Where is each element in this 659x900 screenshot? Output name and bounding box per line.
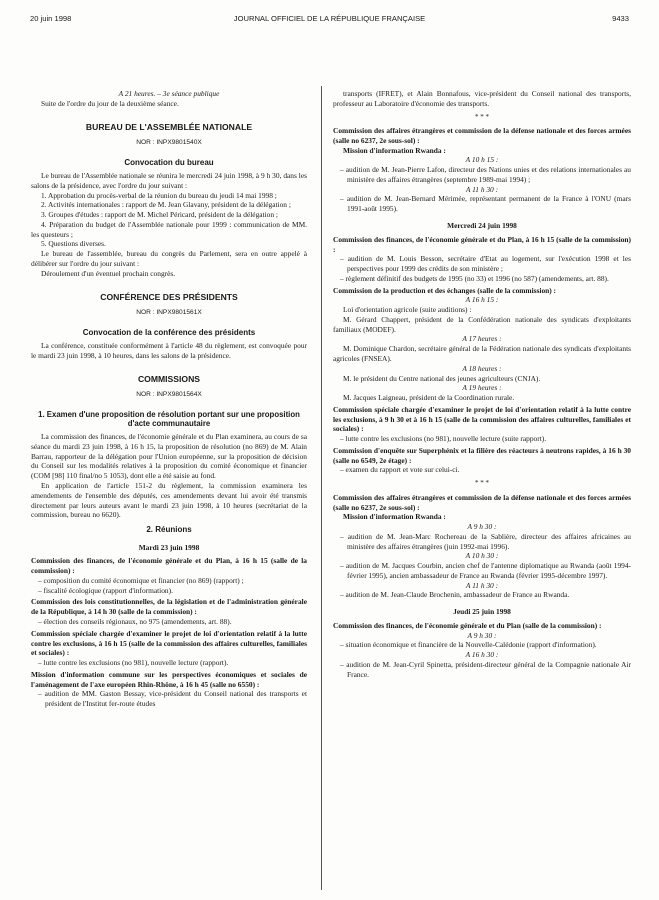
agenda-item: – audition de M. Jean-Marc Rochereau de la Sablière, directeur des affaires africaines au ministère des affaires étrangères (juin 1992-mai 1996). <box>340 531 631 551</box>
time-label: A 18 heures : <box>462 363 502 373</box>
agenda-item: – audition de M. Jean-Bernard Mérimée, représentant permanent de la France à l'ONU (mars 1991-août 1995). <box>340 194 631 214</box>
agenda-line: M. Gérard Chappert, président de la Confédération nationale des syndicats d'exploitants familiaux (MODEF). <box>333 314 631 334</box>
examen-paragraph: En application de l'article 151-2 du règlement, la commission examinera les amendements de l'ensemble des députés, ces amendements devant lui avoir été transmis directement par leurs auteurs avant le mardi 23 juin 1998, à 10 heures (secrétariat de la commission, bureau no 6620). <box>31 481 307 520</box>
column-divider <box>321 86 322 890</box>
left-column <box>31 89 307 709</box>
time-label: A 19 heures : <box>462 383 502 393</box>
bureau-paragraph: Déroulement d'un éventuel prochain congrès. <box>41 268 176 278</box>
header-journal-title: JOURNAL OFFICIEL DE LA RÉPUBLIQUE FRANÇAISE <box>233 14 426 23</box>
commissions-title: COMMISSIONS <box>137 373 201 384</box>
bureau-paragraph: Le bureau de l'assemblée, bureau du congrès du Parlement, sera en outre appelé à délibérer sur l'ordre du jour suivant : <box>31 249 307 269</box>
agenda-item: – audition de M. Jean-Cyril Spinetta, président-directeur général de la Compagnie nationale Air France. <box>340 660 631 679</box>
commission-entry: Commission spéciale chargée d'examiner le projet de loi d'orientation relatif à la lutte contre les exclusions, à 16 h 15 (salle de la commission des affaires culturelles, familiales et sociales) : <box>31 628 307 658</box>
mission-heading: Mission d'information Rwanda : <box>343 145 446 155</box>
intro-time: A 21 heures. – 3e séance publique <box>118 89 220 98</box>
commission-entry: Commission des finances, de l'économie générale et du Plan, à 16 h 15 (salle de la commission) : <box>333 234 631 254</box>
agenda-item: – situation économique et financière de la Nouvelle-Calédonie (rapport d'information). <box>340 640 597 650</box>
agenda-item: – lutte contre les exclusions (no 981), nouvelle lecture (suite rapport). <box>340 434 547 444</box>
commission-entry: Commission des lois constitutionnelles, de la législation et de l'administration générale de la République, à 14 h 30 (salle de la commission) : <box>31 597 307 617</box>
intro-text: Suite de l'ordre du jour de la deuxième séance. <box>41 98 179 108</box>
examen-paragraph: La commission des finances, de l'économie générale et du Plan examinera, au cours de sa séance du mardi 23 juin 1998, à 16 h 15, la proposition de résolution (no 869) de M. Alain Barrau, rapporteur de la délégation pour l'Union européenne, sur la proposition de décision du Conseil sur les modalités relatives à la proposition du comité économique et financier (COM [98] 110 final/no 5 1053), dont elle a été saisie au fond. <box>31 432 307 481</box>
agenda-line: M. le président du Centre national des jeunes agriculteurs (CNJA). <box>343 373 541 383</box>
agenda-item: – examen du rapport et vote sur celui-ci. <box>340 465 460 475</box>
time-label: A 9 h 30 : <box>467 522 497 532</box>
commission-entry: Mission d'information commune sur les perspectives économiques et sociales de l'aménagement de l'axe européen Rhin-Rhône, à 16 h 45 (salle no 6550) : <box>31 669 307 689</box>
conference-title: CONFÉRENCE DES PRÉSIDENTS <box>100 291 238 302</box>
header-date: 20 juin 1998 <box>30 14 72 23</box>
agenda-line: M. Dominique Chardon, secrétaire général de la Fédération nationale des syndicats d'exploitants agricoles (FNSEA). <box>333 344 631 363</box>
bureau-item: 4. Préparation du budget de l'Assemblée nationale pour 1999 : communication de MM. les questeurs ; <box>31 219 307 239</box>
time-label: A 17 heures : <box>462 334 502 344</box>
time-label: A 11 h 30 : <box>465 580 499 590</box>
agenda-item: – composition du comité économique et financier (no 869) (rapport) ; <box>38 575 244 585</box>
reunions-subtitle: 2. Réunions <box>146 525 192 535</box>
bureau-paragraph: Le bureau de l'Assemblée nationale se réunira le mercredi 24 juin 1998, à 9 h 30, dans les salons de la présidence, avec l'ordre du jour suivant : <box>31 171 307 190</box>
time-label: A 10 h 30 : <box>465 551 499 561</box>
agenda-item: – élection des conseils régionaux, no 975 (amendements, art. 88). <box>38 616 232 626</box>
bureau-item: 3. Groupes d'études : rapport de M. Michel Péricard, président de la délégation ; <box>41 210 278 220</box>
separator-stars: * * * <box>475 112 489 121</box>
agenda-item: – audition de M. Jacques Courbin, ancien chef de l'antenne diplomatique au Rwanda (août 1994-février 1995), ancien ambassadeur de France au Rwanda (février 1995-décembre 1997). <box>340 561 631 580</box>
agenda-item: – audition de M. Louis Besson, secrétaire d'Etat au logement, sur l'exécution 1998 et les perspectives pour 1999 des crédits de son ministère ; <box>340 254 631 274</box>
continued-text: transports (IFRET), et Alain Bonnafous, vice-président du Conseil national des transports, professeur au Laboratoire d'économie des transports. <box>333 89 631 108</box>
time-label: A 10 h 15 : <box>465 155 499 165</box>
commission-entry: Commission des affaires étrangères et commission de la défense nationale et des forces armées (salle no 6237, 2e sous-sol) : <box>333 492 631 512</box>
bureau-item: 1. Approbation du procès-verbal de la réunion du bureau du jeudi 14 mai 1998 ; <box>41 190 277 200</box>
bureau-title: BUREAU DE L'ASSEMBLÉE NATIONALE <box>85 121 253 132</box>
day-heading: Mercredi 24 juin 1998 <box>447 221 517 231</box>
commission-entry: Commission de la production et des échanges (salle de la commission) : <box>333 285 557 295</box>
header-page-number: 9433 <box>612 14 629 23</box>
bureau-subtitle: Convocation du bureau <box>124 157 214 167</box>
commissions-nor: NOR : INPX9801564X <box>136 391 202 399</box>
time-label: A 9 h 30 : <box>467 630 497 640</box>
conference-paragraph: La conférence, constituée conformément à l'article 48 du règlement, est convoquée pour le mardi 23 juin 1998, à 10 heures, dans les salons de la présidence. <box>31 341 307 360</box>
page-header <box>30 14 629 26</box>
bureau-nor: NOR : INPX9801540X <box>136 138 202 146</box>
agenda-item: – règlement définitif des budgets de 1995 (no 33) et 1996 (no 587) (amendements, art. 88). <box>340 273 609 283</box>
commission-entry: Commission des affaires étrangères et commission de la défense nationale et des forces armées (salle no 6237, 2e sous-sol) : <box>333 126 631 145</box>
time-label: A 16 h 15 : <box>465 295 499 305</box>
bureau-item: 5. Questions diverses. <box>41 239 106 249</box>
conference-nor: NOR : INPX9801561X <box>136 308 202 316</box>
agenda-item: – audition de MM. Gaston Bessay, vice-président du Conseil national des transports et président de l'Institut fer-route études <box>38 689 307 709</box>
agenda-item: – fiscalité écologique (rapport d'information). <box>38 585 173 595</box>
agenda-line: M. Jacques Laigneau, président de la Coordination rurale. <box>343 393 515 403</box>
commission-entry: Commission d'enquête sur Superphénix et la filière des réacteurs à neutrons rapides, à 16 h 30 (salle no 6549, 2e étage) : <box>333 445 631 465</box>
day-heading: Jeudi 25 juin 1998 <box>453 607 511 617</box>
separator-stars: * * * <box>475 479 489 488</box>
agenda-item: – audition de M. Jean-Claude Brochenin, ambassadeur de France au Rwanda. <box>340 590 570 600</box>
commission-entry: Commission spéciale chargée d'examiner le projet de loi d'orientation relatif à la lutte contre les exclusions, à 9 h 30 et à 16 h 15 (salle de la commission des affaires culturelles, familiales et sociales) : <box>333 404 631 434</box>
commission-entry: Commission des finances, de l'économie générale et du Plan, à 16 h 15 (salle de la commission) : <box>31 556 307 576</box>
mission-heading: Mission d'information Rwanda : <box>343 512 446 522</box>
time-label: A 11 h 30 : <box>465 184 499 194</box>
commission-entry: Commission des finances, de l'économie générale et du Plan (salle de la commission) : <box>333 620 602 630</box>
agenda-item: – audition de M. Jean-Pierre Lafon, directeur des Nations unies et des relations internationales au ministère des affaires étrangères (septembre 1989-mai 1994) ; <box>340 165 631 184</box>
agenda-item: – lutte contre les exclusions (no 981), nouvelle lecture (rapport). <box>38 658 229 668</box>
agenda-line: Loi d'orientation agricole (suite auditions) : <box>343 305 472 315</box>
bureau-item: 2. Activités internationales : rapport de M. Jean Glavany, président de la délégation ; <box>41 200 291 210</box>
conference-subtitle: Convocation de la conférence des présidents <box>82 327 256 337</box>
right-column <box>333 89 631 680</box>
day-heading: Mardi 23 juin 1998 <box>138 542 200 552</box>
time-label: A 16 h 30 : <box>465 650 499 660</box>
examen-subtitle: 1. Examen d'une proposition de résolution portant sur une proposition d'acte communautaire <box>38 409 300 429</box>
